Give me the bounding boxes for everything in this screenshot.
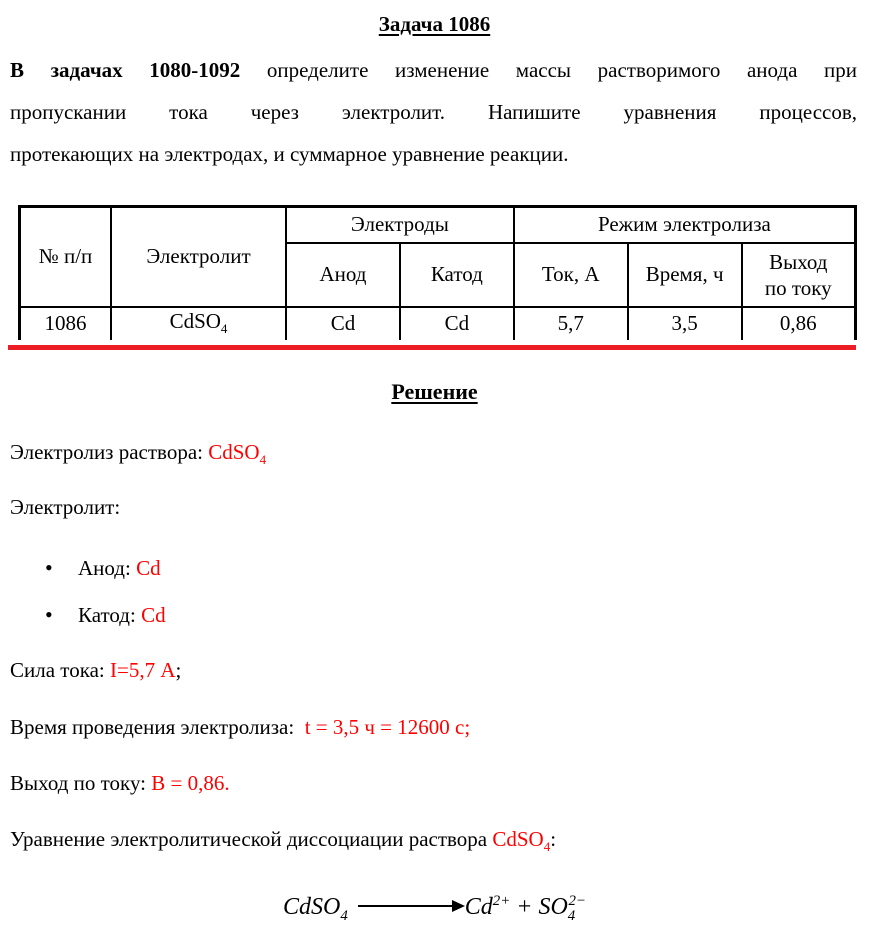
cell-yield: 0,86: [742, 307, 856, 340]
cell-electrolyte-formula: CdSO: [169, 309, 221, 334]
electrolysis-label: Электролиз раствора:: [10, 440, 209, 464]
cathode-label: Катод:: [78, 603, 142, 627]
equation-rhs-cation: [465, 894, 511, 920]
yield-value: B = 0,86.: [151, 771, 230, 795]
col-header-cathode: Катод: [400, 243, 514, 307]
equation-rhs-cation-formula: Cd: [464, 894, 493, 920]
time-line: [10, 714, 857, 741]
problems-table: [18, 205, 857, 340]
current-value: I=5,7 А: [110, 658, 176, 682]
cell-electrolyte-sub: 4: [220, 321, 228, 337]
solution-heading: Решение: [391, 379, 478, 404]
dissociation-line: [10, 826, 857, 860]
dissociation-formula-sub: 4: [543, 839, 551, 855]
dissociation-formula: CdSO: [492, 827, 544, 851]
cathode-value: Cd: [141, 603, 166, 627]
table-header-row-1: [20, 207, 856, 243]
cell-current: 5,7: [514, 307, 628, 340]
reaction-arrow-icon: [358, 905, 463, 907]
anode-value: Cd: [136, 556, 161, 580]
electrolyte-line: Электролит:: [10, 495, 121, 519]
electrolysis-line: [10, 439, 857, 473]
equation-rhs-anion-charge: 2−: [568, 893, 587, 909]
electrolysis-formula-sub: 4: [259, 452, 267, 468]
equation-plus: +: [516, 894, 533, 920]
intro-paragraph: [10, 49, 857, 175]
bullet-icon: •: [45, 555, 53, 580]
table-data-row: [20, 307, 856, 340]
time-value: t = 3,5 ч = 12600 с;: [304, 715, 471, 739]
cell-cathode: Cd: [400, 307, 514, 340]
cell-anode: Cd: [286, 307, 400, 340]
col-header-yield-line2: по току: [764, 275, 832, 300]
current-line: [10, 657, 857, 684]
red-divider: [8, 345, 856, 350]
equation-rhs-cation-charge: 2+: [492, 893, 511, 909]
col-header-time: Время, ч: [628, 243, 742, 307]
equation-rhs-anion-formula: SO: [538, 894, 568, 920]
cell-time: 3,5: [628, 307, 742, 340]
electrolysis-value: [208, 440, 267, 468]
cathode-item: [45, 601, 857, 629]
intro-line-1-rest: определите изменение массы растворимого анода при: [240, 58, 857, 82]
intro-line-1: [10, 49, 857, 91]
dissociation-value: [492, 827, 551, 855]
time-label: Время проведения электролиза:: [10, 715, 305, 739]
yield-line: [10, 770, 857, 797]
equation-lhs: [282, 894, 348, 924]
intro-line-1-bold: В задачах 1080-1092: [10, 58, 241, 82]
anode-label: Анод:: [78, 556, 137, 580]
dissociation-label: Уравнение электролитической диссоциации раствора: [10, 827, 493, 851]
equation-lhs-sub: 4: [340, 907, 348, 924]
dissociation-equation: [0, 886, 869, 931]
equation-rhs-anion: [538, 893, 587, 924]
equation-rhs-anion-sub: 4: [567, 907, 576, 924]
col-header-yield-line1: Выход: [769, 249, 828, 274]
col-header-anode: Анод: [286, 243, 400, 307]
col-header-num: № п/п: [20, 207, 112, 307]
anode-item: [45, 554, 857, 582]
current-label: Сила тока:: [10, 658, 110, 682]
dissociation-tail: :: [550, 827, 557, 851]
col-header-current: Ток, А: [514, 243, 628, 307]
cell-num: 1086: [20, 307, 112, 340]
intro-line-2: пропускании тока через электролит. Напишите уравнения процессов,: [10, 100, 857, 124]
col-header-yield: [742, 243, 856, 307]
group-header-electrodes: Электроды: [286, 207, 514, 243]
electrolysis-formula: CdSO: [208, 440, 260, 464]
yield-label: Выход по току:: [10, 771, 152, 795]
bullet-icon: •: [45, 602, 53, 627]
cell-electrolyte: [111, 307, 286, 340]
col-header-electrolyte: Электролит: [111, 207, 286, 307]
problem-title: Задача 1086: [378, 12, 491, 36]
current-tail: ;: [175, 658, 182, 682]
equation-lhs-formula: CdSO: [282, 894, 341, 920]
intro-line-3: протекающих на электродах, и суммарное уравнение реакции.: [10, 142, 569, 166]
group-header-mode: Режим электролиза: [514, 207, 856, 243]
